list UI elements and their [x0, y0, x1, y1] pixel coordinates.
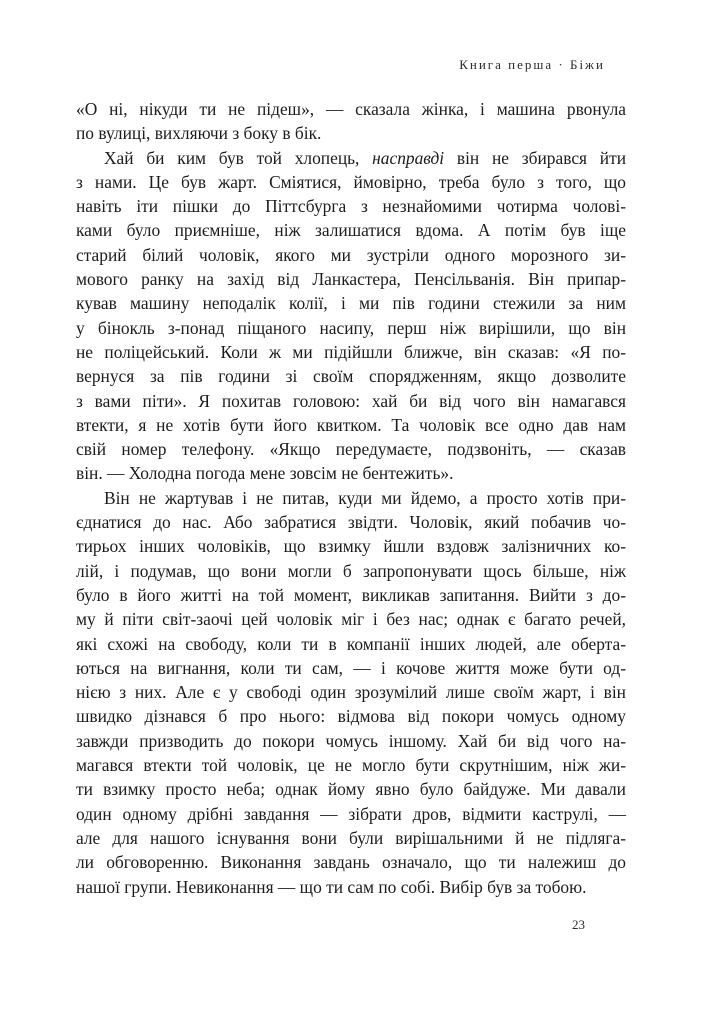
text-segment: які схожі на свободу, коли ти в компанії інших людей, але оберта-	[76, 633, 626, 654]
text-segment: нашої групи. Невиконання — що ти сам по собі. Вибір був за тобою.	[76, 876, 587, 897]
text-line	[76, 146, 626, 170]
running-header: Книга перша · Біжи	[459, 57, 605, 72]
body-text	[76, 97, 626, 899]
text-segment: магався втекти той чоловік, це не могло бути скрутнішим, ніж жи-	[76, 755, 626, 776]
text-line	[76, 559, 626, 583]
text-line	[76, 267, 626, 291]
text-segment: ками було приємніше, ніж залишатися вдома. А потім був іще	[76, 220, 626, 241]
text-line	[76, 413, 626, 437]
text-line	[76, 534, 626, 558]
text-segment: він. — Холодна погода мене зовсім не бентежить».	[76, 463, 454, 484]
text-segment: не поліцейський. Коли ж ми підійшли ближче, він сказав: «Я по-	[76, 341, 626, 362]
text-segment: єднатися до нас. Або забратися звідти. Чоловік, який побачив чо-	[76, 512, 626, 533]
text-segment: му й піти світ-заочі цей чоловік міг і без нас; однак є багато речей,	[76, 609, 626, 630]
text-segment: він не збирався йти	[444, 147, 626, 168]
text-segment: втекти, я не хотів бути його квитком. Та чоловік все одно дав нам	[76, 414, 626, 435]
emphasis-text: насправді	[372, 147, 445, 168]
text-segment: «О ні, нікуди ти не підеш», — сказала жінка, і машина рвонула	[76, 99, 626, 119]
text-line	[76, 753, 626, 777]
text-line	[76, 607, 626, 631]
text-line	[76, 194, 626, 218]
text-line	[76, 437, 626, 461]
text-line	[76, 777, 626, 801]
text-segment: завжди призводить до покори чомусь іншому. Хай би від чого на-	[76, 730, 626, 751]
text-line	[76, 826, 626, 850]
text-segment: лій, і подумав, що вони могли б запропонувати щось більше, ніж	[76, 560, 626, 581]
text-segment: вернуся за пів години зі своїм спорядженням, якщо дозволите	[76, 366, 626, 387]
page-number: 23	[572, 917, 585, 932]
text-segment: Він не жартував і не питав, куди ми йдемо, а просто хотів при-	[104, 487, 626, 508]
text-segment: старий білий чоловік, якого ми зустріли одного морозного зи-	[76, 244, 626, 265]
text-segment: у бінокль з-понад піщаного насипу, перш ніж вирішили, що він	[76, 317, 626, 338]
text-line	[76, 656, 626, 680]
text-segment: навіть іти пішки до Піттсбурга з незнайомими чотирма чолові-	[76, 196, 626, 217]
text-segment: нією з них. Але є у свободі один зрозумілий лише своїм жарт, і він	[76, 682, 626, 703]
text-line	[76, 461, 626, 485]
text-segment: по вулиці, вихляючи з боку в бік.	[76, 123, 322, 144]
text-line	[76, 632, 626, 656]
text-segment: швидко дізнався б про нього: відмова від покори чомусь одному	[76, 706, 626, 727]
text-line	[76, 316, 626, 340]
text-segment: ються на вигнання, коли ти сам, — і кочове життя може бути од-	[76, 657, 626, 678]
text-segment: тирьох інших чоловіків, що взимку йшли вздовж залізничних ко-	[76, 536, 626, 557]
text-line	[76, 389, 626, 413]
text-line	[76, 729, 626, 753]
text-segment: ти взимку просто неба; однак йому явно було байдуже. Ми давали	[76, 779, 626, 800]
text-segment: було в його житті на той момент, викликав запитання. Вийти з до-	[76, 584, 626, 605]
text-segment: Хай би ким був той хлопець,	[104, 147, 373, 168]
text-segment: але для нашого існування вони були вирішальними й не підляга-	[76, 827, 626, 848]
text-line	[76, 97, 626, 121]
text-segment: свій номер телефону. «Якщо передумаєте, подзвоніть, — сказав	[76, 439, 626, 460]
text-segment: один одному дрібні завдання — зібрати дров, відмити каструлі, —	[76, 803, 626, 824]
text-line	[76, 291, 626, 315]
text-line	[76, 243, 626, 267]
text-line	[76, 850, 626, 874]
text-segment: кував машину неподалік колії, і ми пів години стежили за ним	[76, 293, 626, 314]
text-line	[76, 486, 626, 510]
text-line	[76, 121, 626, 145]
text-line	[76, 170, 626, 194]
text-line	[76, 704, 626, 728]
text-line	[76, 802, 626, 826]
text-segment: з нами. Це був жарт. Сміятися, ймовірно, треба було з того, що	[76, 171, 626, 192]
text-line	[76, 510, 626, 534]
text-line	[76, 340, 626, 364]
text-line	[76, 583, 626, 607]
text-line	[76, 218, 626, 242]
text-segment: з вами піти». Я похитав головою: хай би від чого він намагався	[76, 390, 626, 411]
text-line	[76, 680, 626, 704]
text-segment: мового ранку на захід від Ланкастера, Пенсільванія. Він припар-	[76, 269, 626, 290]
text-segment: ли обговоренню. Виконання завдань означало, що ти належиш до	[76, 852, 626, 873]
text-line	[76, 364, 626, 388]
text-line	[76, 875, 626, 899]
